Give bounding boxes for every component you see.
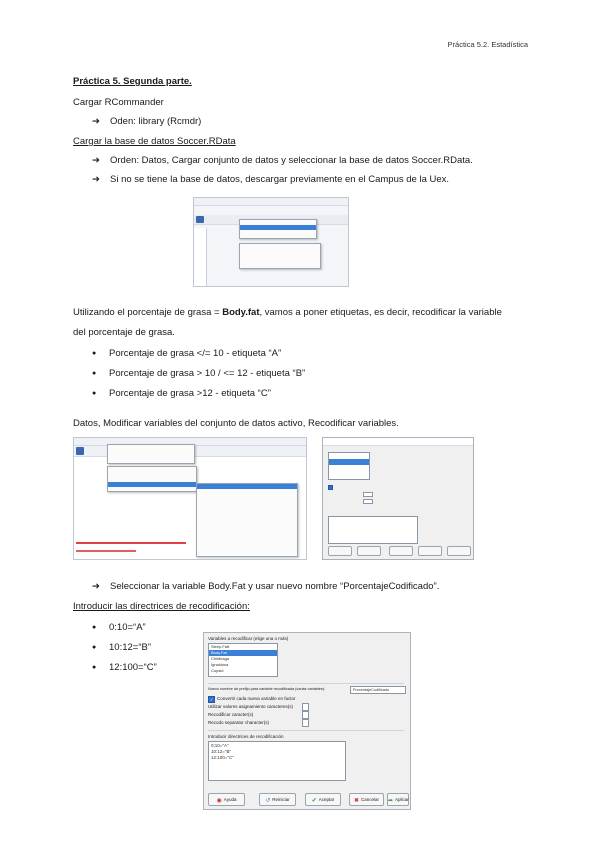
intro-text-a: Utilizando el porcentaje de grasa = bbox=[73, 307, 223, 318]
convert-factor-checkbox[interactable]: ✓ bbox=[209, 697, 214, 702]
ok-button[interactable] bbox=[305, 793, 341, 806]
arrow-icon: ➔ bbox=[92, 116, 100, 127]
rule-text: Porcentaje de grasa > 10 / <= 12 - etiqueta “B” bbox=[109, 368, 306, 379]
left-hand-input[interactable] bbox=[302, 703, 309, 711]
variable-option[interactable]: Sleep.Fatt bbox=[211, 644, 230, 649]
load-db-heading: Cargar la base de datos Soccer.RData bbox=[73, 136, 236, 147]
arrow-item-load bbox=[92, 155, 473, 166]
directive-text: 10:12=“B” bbox=[109, 642, 151, 653]
rule-item-b bbox=[92, 368, 305, 379]
screenshot-recode-dialog bbox=[203, 632, 411, 810]
variable-option[interactable]: Cupsid bbox=[211, 668, 224, 673]
recode-menu-level2 bbox=[196, 483, 298, 557]
help-button[interactable] bbox=[208, 793, 245, 806]
directives-heading: Introducir las directrices de recodificación: bbox=[73, 601, 250, 612]
intro-line-1 bbox=[73, 307, 502, 318]
directive-line: 12:100="C" bbox=[211, 755, 234, 760]
arrow-item-text: Si no se tiene la base de datos, descargar previamente en el Campus de la Uex. bbox=[110, 174, 450, 185]
cancel-button[interactable] bbox=[349, 793, 384, 806]
bullet-icon: ● bbox=[92, 644, 97, 651]
separator-input[interactable] bbox=[302, 719, 309, 727]
new-name-input[interactable]: PorcentajeCodificado bbox=[350, 686, 406, 694]
reset-button[interactable] bbox=[259, 793, 296, 806]
r-logo-icon bbox=[76, 447, 84, 455]
data-menu-bottom bbox=[239, 243, 321, 269]
directive-item-c bbox=[92, 662, 157, 673]
intro-bold-var: Body.fat bbox=[222, 307, 260, 318]
rule-text: Porcentaje de grasa </= 10 - etiqueta “A” bbox=[109, 348, 282, 359]
directives-textarea[interactable] bbox=[208, 741, 346, 781]
arrow-item-text: Seleccionar la variable Body.Fat y usar nuevo nombre “PorcentajeCodificado”. bbox=[110, 581, 440, 592]
bullet-icon: ● bbox=[92, 664, 97, 671]
reset-icon: ↺ bbox=[265, 797, 271, 804]
bullet-icon: ● bbox=[92, 370, 97, 377]
running-header: Práctica 5.2. Estadística bbox=[447, 40, 528, 49]
arrow-item-text: Oden: library (Rcmdr) bbox=[110, 116, 202, 127]
arrow-icon: ➔ bbox=[92, 174, 100, 185]
apply-button-label: Aplicar bbox=[395, 797, 409, 802]
intro-line-2: del porcentaje de grasa. bbox=[73, 327, 175, 338]
directive-text: 0:10=“A” bbox=[109, 622, 146, 633]
screenshot-recode-dialog-small bbox=[322, 437, 474, 560]
cancel-x-icon: ✖ bbox=[353, 797, 359, 804]
variable-option[interactable]: Ignaldosa bbox=[211, 662, 229, 667]
screenshot-recode-menu bbox=[73, 437, 307, 560]
help-icon: ◉ bbox=[216, 797, 222, 804]
ok-button-label: Aceptar bbox=[318, 797, 335, 802]
intro-text-b: , vamos a poner etiquetas, es decir, recodificar la variable bbox=[259, 307, 502, 318]
apply-button[interactable] bbox=[387, 793, 409, 806]
directives-label: Introducir directrices de recodificación bbox=[208, 734, 284, 739]
doc-title: Práctica 5. Segunda parte. bbox=[73, 76, 192, 87]
arrow-item-missing bbox=[92, 174, 449, 185]
directive-item-b bbox=[92, 642, 151, 653]
small-directives-area bbox=[328, 516, 418, 544]
reset-button-label: Reiniciar bbox=[272, 797, 290, 802]
variable-option-selected[interactable]: Body.Fat bbox=[209, 650, 277, 656]
small-variable-list bbox=[328, 452, 370, 480]
load-rcmdr-text: Cargar RCommander bbox=[73, 97, 164, 108]
arrow-icon: ➔ bbox=[92, 581, 100, 592]
bullet-icon: ● bbox=[92, 624, 97, 631]
arrow-item-select bbox=[92, 581, 439, 592]
apply-arrow-icon: ➦ bbox=[388, 797, 394, 804]
left-hand-label: Utilizar valores asignamiento caracteres(s) bbox=[208, 704, 294, 709]
cancel-button-label: Cancelar bbox=[361, 797, 380, 802]
ok-check-icon: ✔ bbox=[311, 797, 317, 804]
recode-char-input[interactable] bbox=[302, 711, 309, 719]
rule-item-a bbox=[92, 348, 281, 359]
rule-item-c bbox=[92, 388, 271, 399]
help-button-label: Ayuda bbox=[223, 797, 237, 802]
screenshot-load-dataset-menu bbox=[193, 197, 349, 287]
arrow-item-text: Orden: Datos, Cargar conjunto de datos y seleccionar la base de datos Soccer.RData. bbox=[110, 155, 473, 166]
variable-option[interactable]: Childhaga bbox=[211, 656, 230, 661]
directive-line: 0:10="A" bbox=[211, 743, 229, 748]
recode-menu-level1-bottom bbox=[107, 466, 197, 492]
directive-text: 12:100=“C” bbox=[109, 662, 157, 673]
directive-item-a bbox=[92, 622, 146, 633]
r-logo-icon bbox=[196, 216, 204, 223]
new-name-label: Nuevo nombre de prefijo para variable recodificada (varias variables): bbox=[208, 687, 326, 691]
recode-char-label: Recodificar caracter(s) bbox=[208, 712, 254, 717]
recode-menu-level1-top bbox=[107, 444, 195, 464]
separator-label: Recodo separator character(s) bbox=[208, 720, 270, 725]
small-checkbox bbox=[328, 485, 333, 490]
arrow-item-library bbox=[92, 116, 201, 127]
rule-text: Porcentaje de grasa >12 - etiqueta “C” bbox=[109, 388, 271, 399]
directive-line: 10:12="B" bbox=[211, 749, 232, 754]
convert-factor-label: Convertir cada nueva variable en factor bbox=[217, 696, 296, 701]
variables-label: Variables a recodificar (elige una o más) bbox=[208, 636, 289, 641]
arrow-icon: ➔ bbox=[92, 155, 100, 166]
path-instruction: Datos, Modificar variables del conjunto de datos activo, Recodificar variables. bbox=[73, 418, 399, 429]
bullet-icon: ● bbox=[92, 390, 97, 397]
variables-listbox[interactable] bbox=[208, 643, 278, 677]
data-menu-top bbox=[239, 219, 317, 239]
bullet-icon: ● bbox=[92, 350, 97, 357]
